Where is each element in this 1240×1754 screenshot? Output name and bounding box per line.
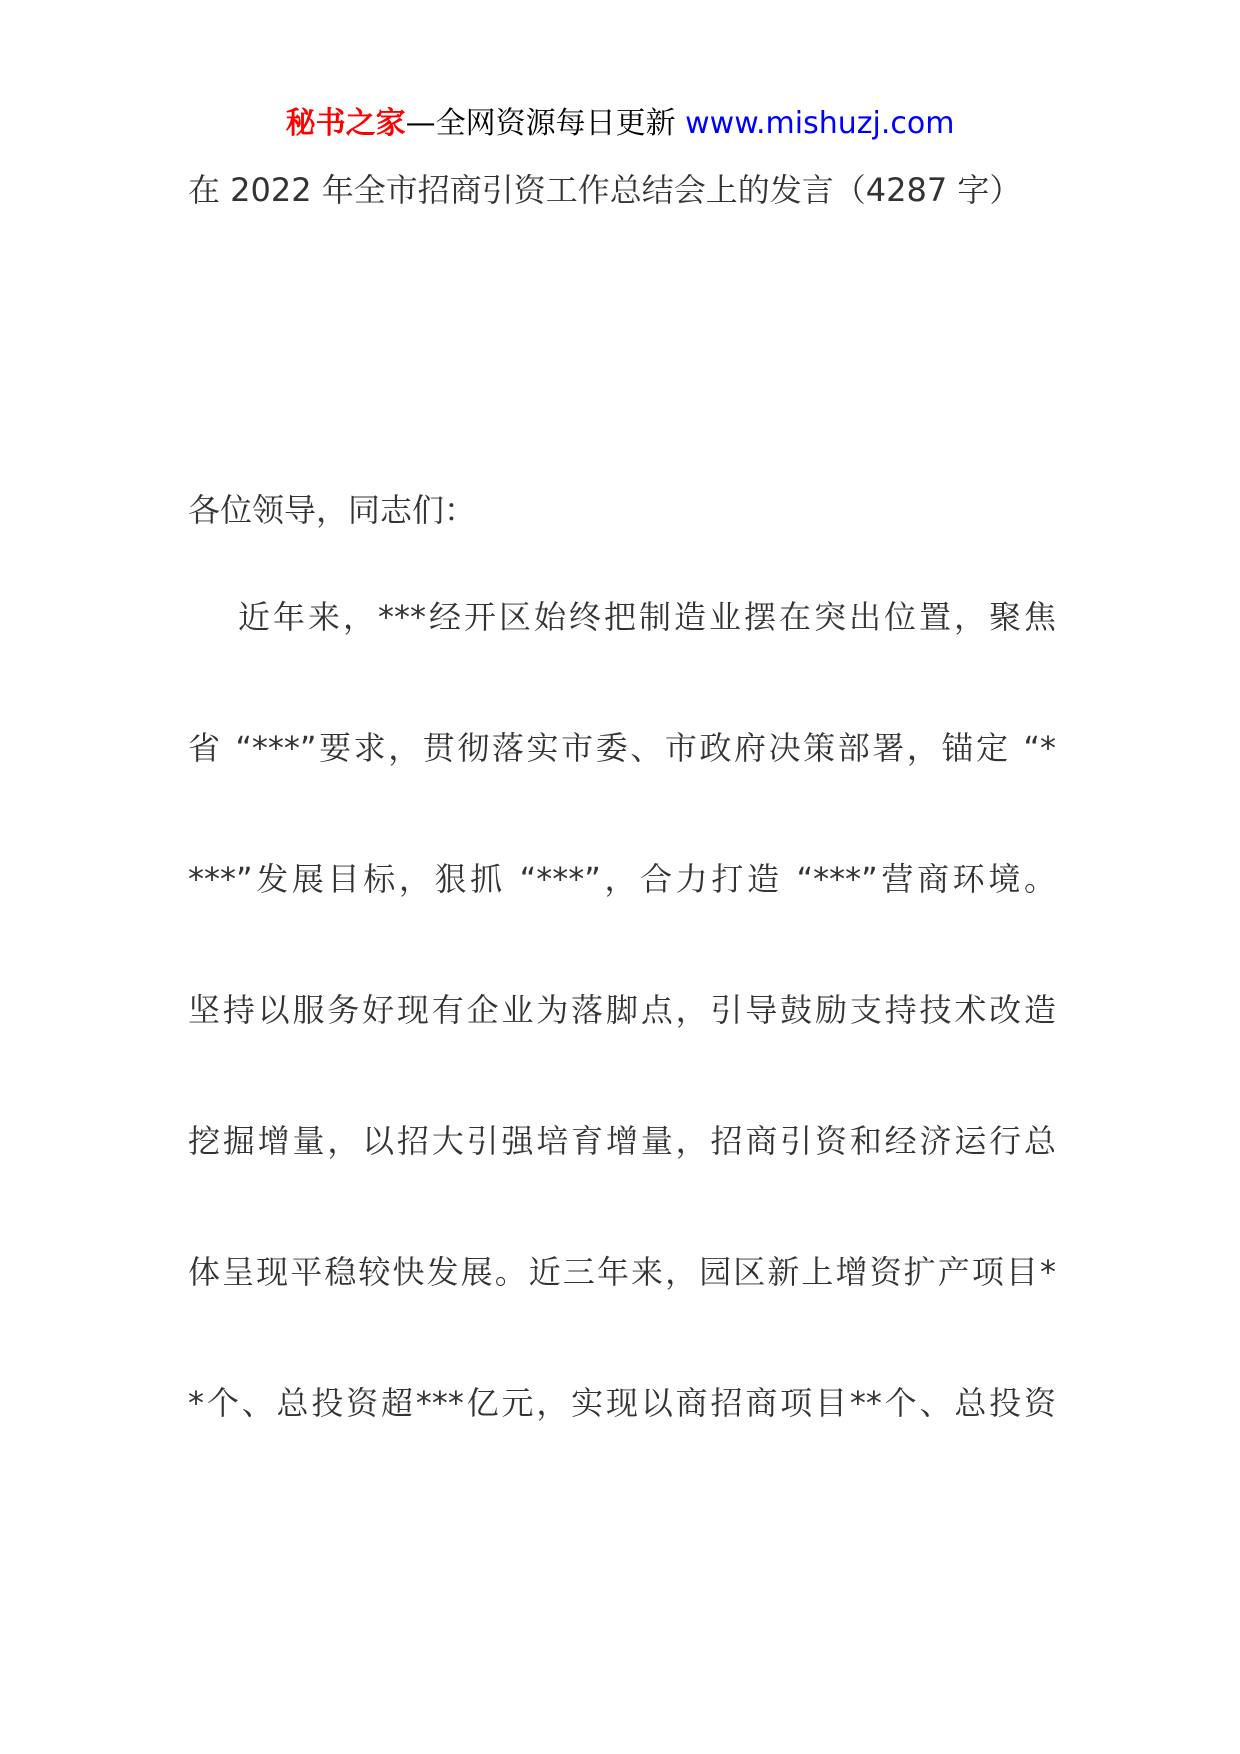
paragraph-line: 省 “***”要求，贯彻落实市委、市政府决策部署，锚定 “*: [188, 729, 1056, 767]
paragraph-line: 挖掘增量，以招大引强培育增量，招商引资和经济运行总: [188, 1122, 1056, 1160]
document-title: 在 2022 年全市招商引资工作总结会上的发言（4287 字）: [188, 171, 1022, 209]
site-brand: 秘书之家: [285, 106, 406, 141]
paragraph-line: 坚持以服务好现有企业为落脚点，引导鼓励支持技术改造: [188, 991, 1056, 1029]
paragraph-line: ***”发展目标，狠抓 “***”，合力打造 “***”营商环境。: [188, 860, 1056, 898]
body-paragraph: [188, 597, 1056, 1514]
paragraph-line: 近年来，***经开区始终把制造业摆在突出位置，聚焦: [238, 598, 1056, 636]
greeting: 各位领导，同志们：: [188, 491, 477, 529]
site-url-link[interactable]: www.mishuzj.com: [685, 106, 955, 141]
paragraph-line: *个、总投资超***亿元，实现以商招商项目**个、总投资: [188, 1384, 1056, 1422]
site-header: [0, 104, 1240, 144]
paragraph-line: 体呈现平稳较快发展。近三年来，园区新上增资扩产项目*: [188, 1253, 1056, 1291]
site-tagline: —全网资源每日更新: [405, 106, 686, 141]
